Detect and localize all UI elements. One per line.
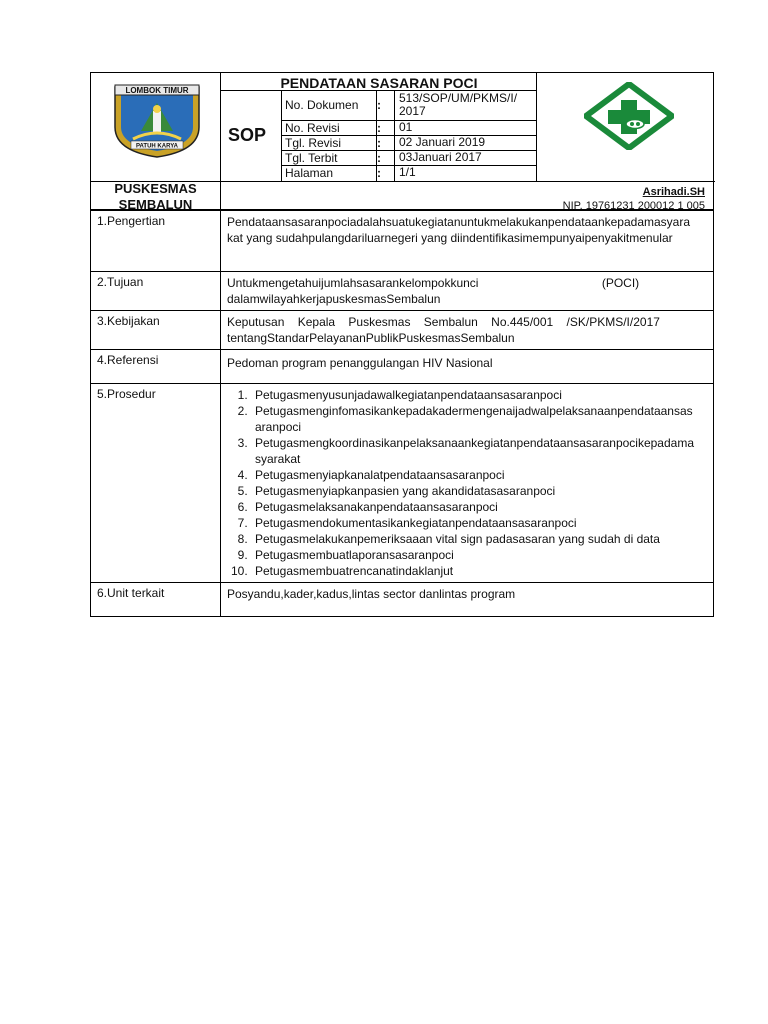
section-label: 6.Unit terkait [91, 583, 221, 617]
sop-label: SOP [228, 125, 267, 145]
list-item: 7. Petugasmendokumentasikankegiatanpendataansasaranpoci [251, 515, 707, 531]
meta-key: No. Revisi [285, 121, 340, 135]
divider [220, 73, 221, 209]
list-item: 2. Petugasmenginfomasikankepadakadermengenaijadwalpelaksanaanpendataansas aranpoci [251, 403, 707, 435]
list-item: 4. Petugasmenyiapkanalatpendataansasaranpoci [251, 467, 707, 483]
list-item: 10. Petugasmembuatrencanatindaklanjut [251, 563, 707, 579]
document-title: PENDATAAN SASARAN POCI [280, 75, 478, 91]
meta-row-halaman [281, 166, 537, 181]
section-content [221, 350, 714, 384]
meta-colon: : [377, 151, 381, 165]
meta-value: 03Januari 2017 [399, 150, 482, 164]
content-line: Pedoman program penanggulangan HIV Nasional [227, 356, 493, 370]
list-item: 6. Petugasmelaksanakanpendataansasaranpoci [251, 499, 707, 515]
meta-value: 1/1 [399, 165, 416, 179]
content-line: tentangStandarPelayananPublikPuskesmasSembalun [227, 331, 515, 345]
content-line: Keputusan Kepala Puskesmas Sembalun No.445/001 /SK/PKMS/I/2017 [227, 315, 660, 329]
meta-row-tgl-terbit [281, 151, 537, 166]
list-item: 9. Petugasmembuatlaporansasaranpoci [251, 547, 707, 563]
puskesmas-emblem-icon [584, 82, 674, 150]
content-line: dalamwilayahkerjapuskesmasSembalun [227, 292, 441, 306]
list-item: 5. Petugasmenyiapkanpasien yang akandidatasasaranpoci [251, 483, 707, 499]
logo-text-top: LOMBOK TIMUR [125, 86, 189, 95]
meta-colon: : [377, 121, 381, 135]
content-line: Pendataansasaranpociadalahsuatukegiatanuntukmelakukanpendataankepadamasyara [227, 215, 691, 229]
table-row [91, 311, 714, 350]
section-content [221, 272, 714, 311]
table-row [91, 350, 714, 384]
section-label: 1.Pengertian [91, 211, 221, 272]
table-row [91, 272, 714, 311]
signatory-name: Asrihadi.SH [642, 186, 705, 198]
meta-key: Tgl. Revisi [285, 136, 342, 150]
list-item: 1. Petugasmenyusunjadawalkegiatanpendataansasaranpoci [251, 387, 707, 403]
signatory-nip: NIP. 19761231 200012 1 005 [562, 200, 705, 212]
table-row [91, 211, 714, 272]
logo-text-bottom: PATUH KARYA [135, 143, 179, 150]
org-name-line1: PUSKESMAS [114, 181, 197, 196]
sop-header [90, 72, 714, 210]
meta-value: 513/SOP/UM/PKMS/I/ 2017 [399, 91, 518, 118]
section-content [221, 211, 714, 272]
signatory-block [563, 185, 705, 213]
meta-key: Tgl. Terbit [285, 151, 338, 165]
section-label: 5.Prosedur [91, 384, 221, 583]
section-label: 2.Tujuan [91, 272, 221, 311]
section-content [221, 384, 714, 583]
sop-content-table [90, 210, 714, 617]
table-row [91, 384, 714, 583]
meta-row-tgl-revisi [281, 136, 537, 151]
section-label: 3.Kebijakan [91, 311, 221, 350]
meta-value: 02 Januari 2019 [399, 135, 486, 149]
meta-colon: : [377, 98, 381, 112]
meta-key: Halaman [285, 166, 334, 180]
meta-row-dokumen [281, 92, 537, 120]
list-item: 8. Petugasmelakukanpemeriksaaan vital sign padasasaran yang sudah di data [251, 531, 707, 547]
table-row [91, 583, 714, 617]
regency-logo [111, 81, 203, 159]
content-line: kat yang sudahpulangdariluarnegeri yang diindentifikasimempunyaipenyakitmenular [227, 231, 673, 245]
list-item: 3. Petugasmengkoordinasikanpelaksanaankegiatanpendataansasaranpocikepadama syarakat [251, 435, 707, 467]
meta-value: 01 [399, 120, 413, 134]
meta-colon: : [377, 166, 381, 180]
meta-key: No. Dokumen [285, 98, 359, 112]
meta-colon: : [377, 136, 381, 150]
procedure-list [227, 387, 707, 579]
content-line: Untukmengetahuijumlahsasarankelompokkunci (POCI) [227, 276, 640, 290]
section-content [221, 311, 714, 350]
section-label: 4.Referensi [91, 350, 221, 384]
org-name-line2: SEMBALUN [118, 197, 193, 212]
content-line: Posyandu,kader,kadus,lintas sector danlintas program [227, 587, 516, 601]
org-name [91, 181, 220, 213]
meta-row-revisi [281, 121, 537, 136]
section-content [221, 583, 714, 617]
